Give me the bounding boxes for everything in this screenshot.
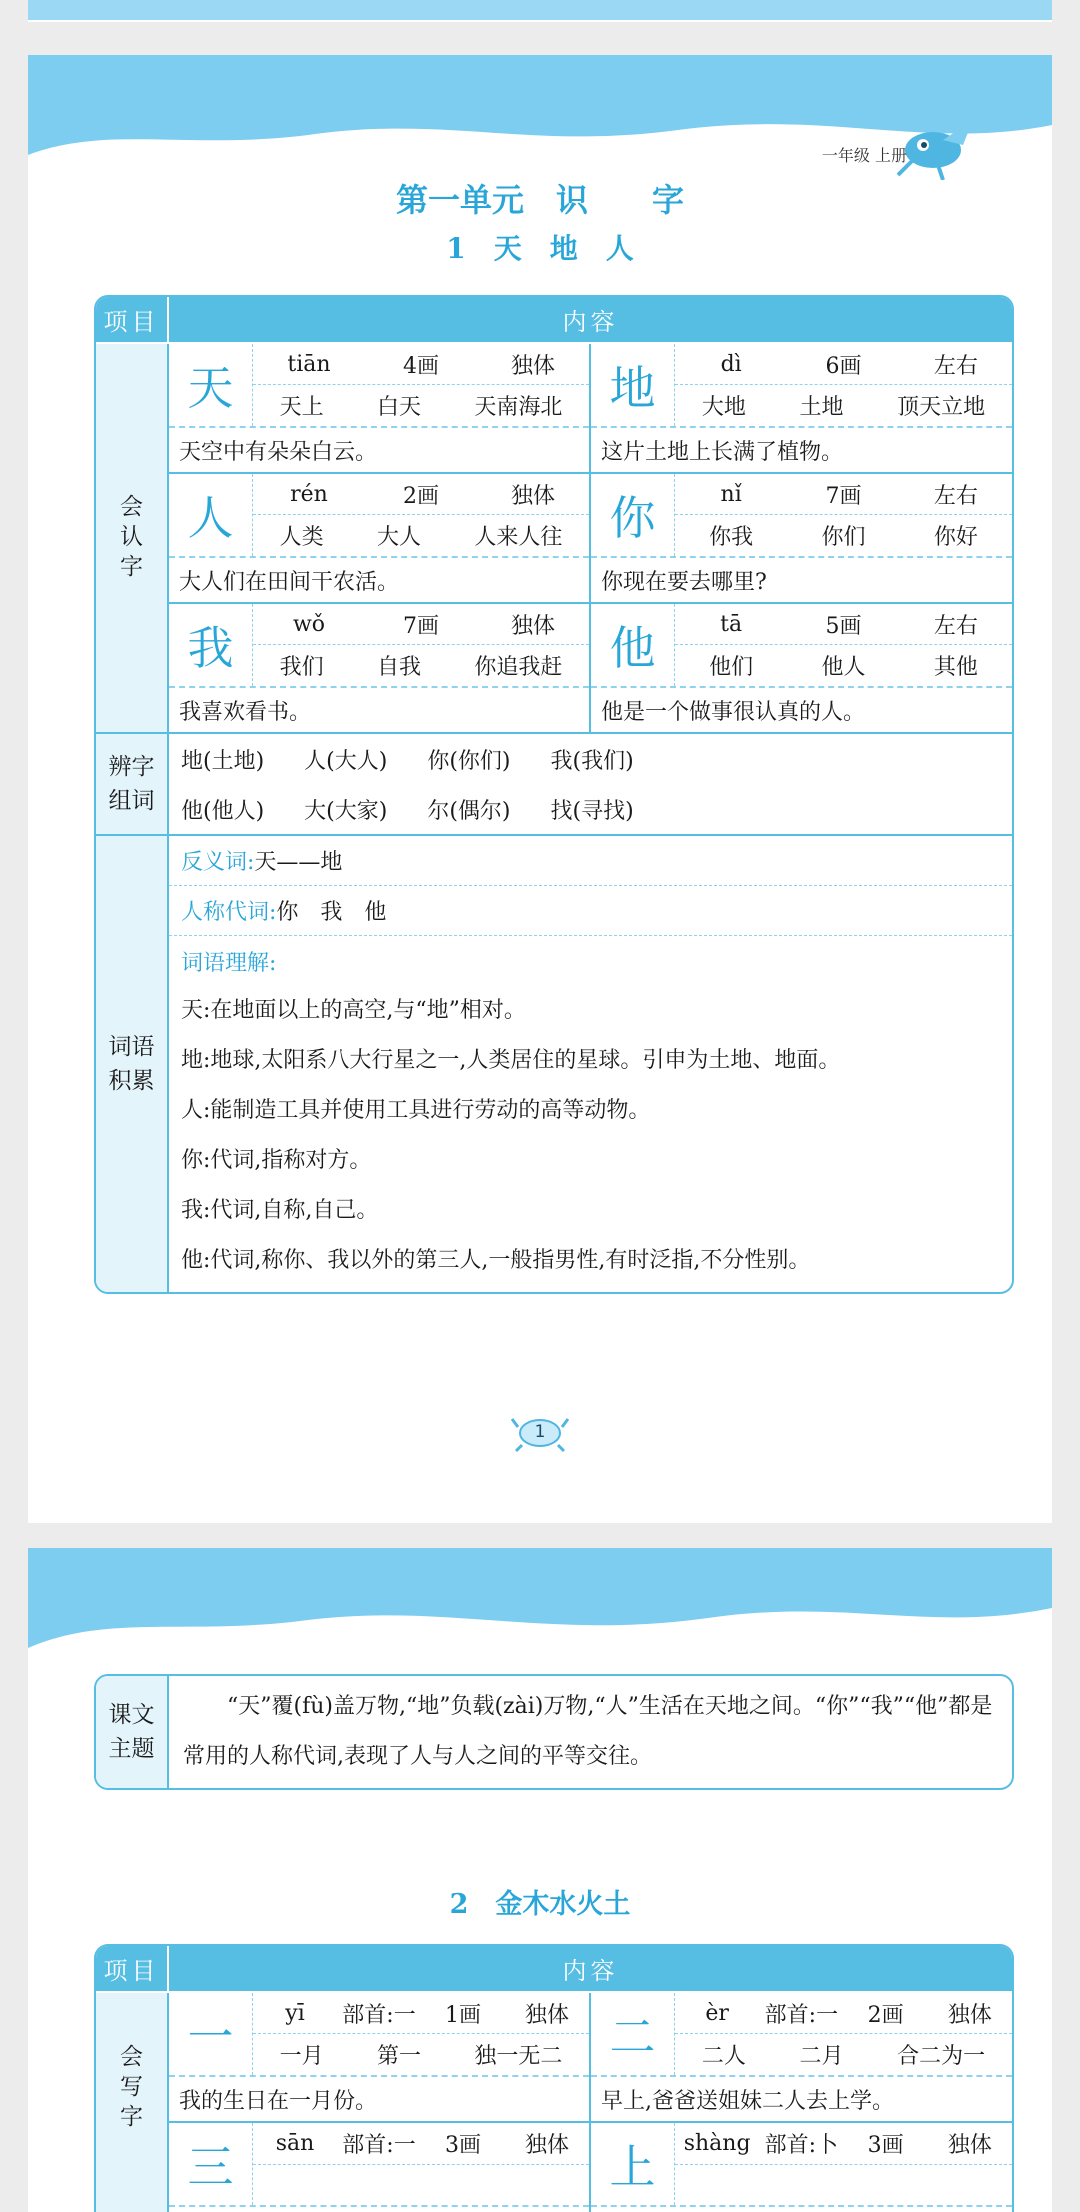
definition: 人:能制造工具并使用工具进行劳动的高等动物。	[181, 1098, 651, 1123]
structure: 独体	[524, 2002, 569, 2028]
strokes: 3画	[445, 2133, 481, 2158]
word: 你我	[709, 525, 754, 550]
pinyin: èr	[705, 2000, 729, 2026]
big-char: 我	[169, 604, 253, 686]
radical: 部首:卜	[764, 2133, 839, 2158]
pinyin: sān	[275, 2131, 315, 2156]
word: 你追我赶	[474, 655, 563, 680]
example-sentence: 早上,爸爸送姐妹二人去上学。	[601, 2088, 894, 2114]
example-sentence: 我的生日在一月份。	[179, 2088, 378, 2114]
example-sentence: 天空中有朵朵白云。	[179, 439, 378, 465]
strokes: 4画	[403, 353, 439, 379]
char-card-tian	[168, 343, 590, 473]
structure: 左右	[933, 483, 978, 509]
word: 天上	[279, 395, 324, 420]
structure: 独体	[510, 483, 555, 509]
char-card-shang	[590, 2122, 1012, 2212]
example-sentence: 大人们在田间干农活。	[179, 569, 400, 595]
big-char: 一	[169, 1993, 253, 2075]
example-sentence: 我喜欢看书。	[179, 699, 312, 725]
big-char: 人	[169, 474, 253, 556]
theme-box	[94, 1674, 1014, 1790]
lesson-1-table	[94, 295, 1014, 1294]
distinguish-row: 地(土地) 人(大人) 你(你们) 我(我们)	[181, 748, 634, 774]
big-char: 天	[169, 344, 253, 426]
radical: 部首:一	[342, 2002, 416, 2028]
unit-title: 第一单元 识 字	[395, 181, 684, 219]
distinguish-content	[168, 733, 1012, 835]
vocab-label: 词语 积累	[96, 835, 168, 1292]
word: 其他	[933, 655, 978, 680]
structure: 独体	[510, 353, 555, 379]
radical: 部首:一	[342, 2133, 416, 2158]
strokes: 2画	[867, 2002, 904, 2028]
pinyin: wǒ	[292, 611, 326, 637]
word: 一月	[279, 2044, 324, 2069]
word: 他们	[709, 655, 754, 680]
big-char: 上	[591, 2123, 675, 2205]
write-label: 会写字	[96, 1992, 168, 2212]
strokes: 7画	[825, 483, 862, 509]
definition: 你:代词,指称对方。	[181, 1148, 372, 1173]
char-card-ni	[590, 473, 1012, 603]
word: 你们	[821, 525, 866, 550]
example-sentence: 他是一个做事很认真的人。	[601, 699, 866, 725]
theme-text: “天”覆(fù)盖万物,“地”负载(zài)万物,“人”生活在天地之间。“你”“我”“他”都是常用的人称代词,表现了人与人之间的平等交往。	[183, 1694, 993, 1769]
char-card-ren	[168, 473, 590, 603]
strokes: 6画	[825, 353, 862, 379]
structure: 独体	[524, 2133, 569, 2158]
word: 第一	[376, 2044, 421, 2069]
word: 独一无二	[474, 2044, 563, 2069]
big-char: 二	[591, 1993, 675, 2075]
pinyin: yī	[285, 2000, 305, 2026]
pinyin: tiān	[287, 351, 331, 377]
structure: 左右	[933, 613, 978, 639]
page-2	[28, 1548, 1052, 2212]
big-char: 你	[591, 474, 675, 556]
structure: 独体	[510, 613, 555, 639]
pinyin: rén	[290, 481, 328, 507]
grade-label: 一年级 上册	[821, 146, 907, 165]
page-1	[28, 55, 1052, 1523]
col-header-item: 项目	[96, 297, 168, 343]
theme-label: 课文 主题	[96, 1676, 168, 1788]
definition: 他:代词,称你、我以外的第三人,一般指男性,有时泛指,不分性别。	[181, 1248, 811, 1273]
distinguish-label: 辨字 组词	[96, 733, 168, 835]
char-card-yi	[168, 1992, 590, 2122]
strokes: 7画	[403, 613, 439, 639]
distinguish-row: 他(他人) 大(大家) 尔(偶尔) 找(寻找)	[181, 798, 634, 824]
word: 顶天立地	[897, 395, 986, 420]
definition: 我:代词,自称,自己。	[181, 1198, 379, 1223]
word: 他人	[821, 655, 866, 680]
word: 你好	[933, 525, 978, 550]
structure: 左右	[933, 353, 978, 379]
example-sentence: 这片土地上长满了植物。	[601, 439, 844, 465]
word: 我们	[279, 655, 324, 680]
big-char: 地	[591, 344, 675, 426]
word: 土地	[799, 395, 844, 420]
pinyin: dì	[720, 351, 742, 377]
char-card-wo	[168, 603, 590, 733]
lesson-2-title: 2 金木水火土	[449, 1889, 631, 1920]
col-header-item: 项目	[96, 1946, 168, 1992]
strokes: 3画	[867, 2133, 904, 2158]
big-char: 他	[591, 604, 675, 686]
strokes: 2画	[403, 483, 439, 509]
char-card-san	[168, 2122, 590, 2212]
lesson-title: 1 天 地 人	[446, 232, 634, 265]
definition: 天:在地面以上的高空,与“地”相对。	[181, 998, 526, 1023]
definition: 地:地球,太阳系八大行星之一,人类居住的星球。引申为土地、地面。	[181, 1048, 841, 1073]
word: 天南海北	[474, 395, 563, 420]
page-number-badge: 1	[510, 1413, 570, 1453]
word: 白天	[376, 395, 421, 420]
word: 二月	[799, 2044, 844, 2069]
recognize-label: 会认字	[96, 343, 168, 733]
word: 自我	[376, 655, 421, 680]
char-card-di	[590, 343, 1012, 473]
word: 人来人往	[474, 525, 563, 550]
example-sentence: 你现在要去哪里?	[601, 569, 767, 595]
understand-heading: 词语理解:	[181, 950, 277, 976]
mascot-icon	[883, 100, 983, 180]
char-card-ta	[590, 603, 1012, 733]
structure: 独体	[947, 2133, 992, 2158]
pinyin: shàng	[683, 2131, 751, 2156]
word: 人类	[279, 525, 324, 550]
antonym-line: 反义词: 天——地	[169, 836, 1012, 886]
pronoun-line: 人称代词: 你 我 他	[169, 886, 1012, 936]
col-header-content: 内容	[168, 297, 1012, 343]
previous-page-sliver	[28, 0, 1052, 22]
vocab-content	[168, 835, 1012, 1292]
big-char: 三	[169, 2123, 253, 2205]
char-card-er	[590, 1992, 1012, 2122]
col-header-content: 内容	[168, 1946, 1012, 1992]
strokes: 1画	[445, 2002, 481, 2028]
lesson-2-table	[94, 1944, 1014, 2212]
word: 二人	[701, 2044, 746, 2069]
word: 大地	[701, 395, 746, 420]
definitions	[169, 986, 1012, 1292]
pinyin: tā	[720, 611, 743, 637]
radical: 部首:一	[764, 2002, 839, 2028]
strokes: 5画	[825, 613, 862, 639]
structure: 独体	[947, 2002, 992, 2028]
pinyin: nǐ	[720, 481, 742, 507]
word: 合二为一	[897, 2044, 986, 2069]
word: 大人	[376, 525, 421, 550]
wave-header	[28, 1548, 1052, 1668]
